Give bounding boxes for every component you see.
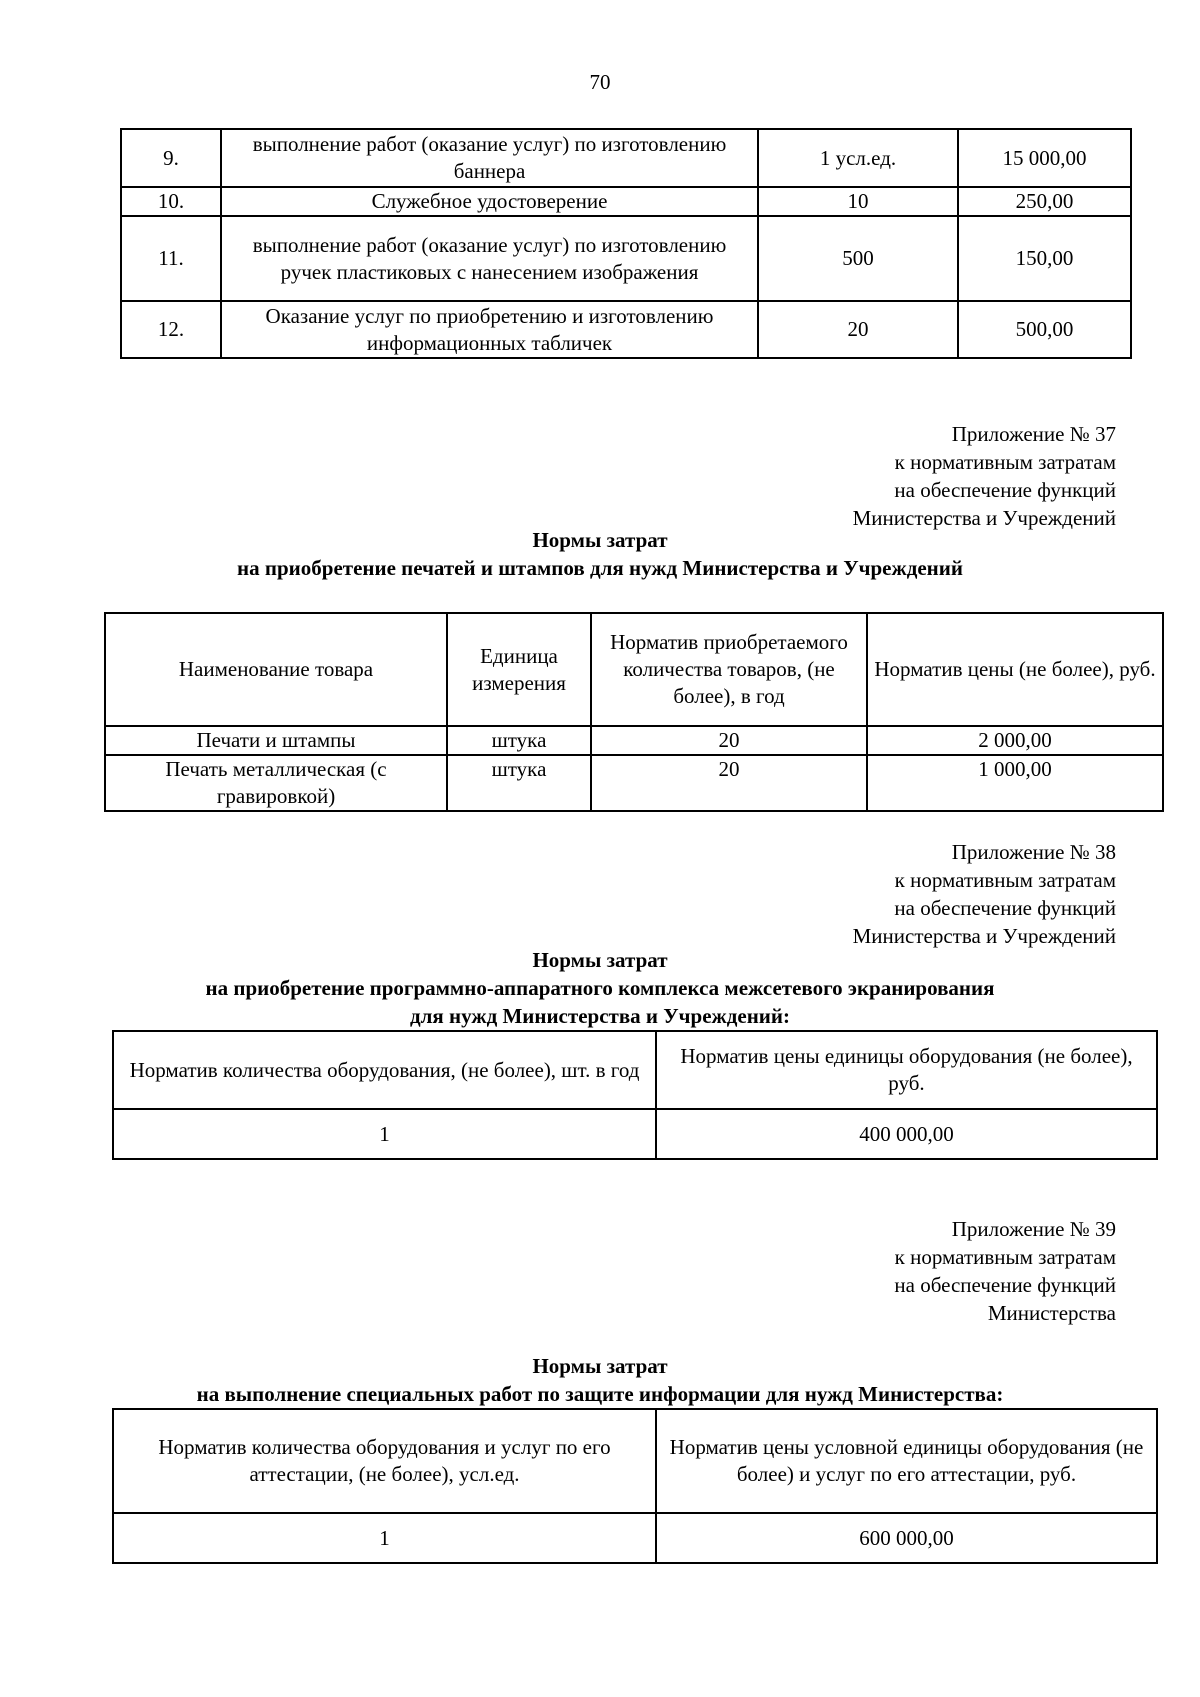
appendix-number: Приложение № 39	[951, 1217, 1116, 1241]
item-price: 500,00	[958, 301, 1131, 358]
column-header: Единица измерения	[447, 613, 591, 726]
appendix-number: Приложение № 38	[951, 840, 1116, 864]
appendix-subtitle: на обеспечение функций	[894, 478, 1116, 502]
appendix-subtitle: к нормативным затратам	[894, 450, 1116, 474]
row-number: 10.	[121, 187, 221, 216]
appendix-39-title	[0, 1352, 1200, 1408]
appendix-subtitle: Министерства	[987, 1301, 1116, 1325]
row-number: 11.	[121, 216, 221, 301]
title-line: Нормы затрат	[532, 528, 668, 552]
title-line: на приобретение программно-аппаратного комплекса межсетевого экранирования	[205, 976, 995, 1000]
item-price: 250,00	[958, 187, 1131, 216]
column-header: Норматив цены (не более), руб.	[867, 613, 1163, 726]
table-cell: 20	[591, 726, 867, 755]
item-quantity: 500	[758, 216, 958, 301]
table-cell: 400 000,00	[656, 1109, 1157, 1159]
table-row	[121, 301, 1131, 358]
appendix-38-header	[616, 838, 1116, 950]
appendix-subtitle: на обеспечение функций	[894, 896, 1116, 920]
row-number: 9.	[121, 129, 221, 187]
table-row	[113, 1109, 1157, 1159]
table-cell: 20	[591, 755, 867, 811]
title-line: на выполнение специальных работ по защите информации для нужд Министерства:	[196, 1382, 1004, 1406]
stamps-table	[104, 612, 1164, 812]
column-header: Норматив количества оборудования, (не более), шт. в год	[113, 1031, 656, 1109]
column-header: Наименование товара	[105, 613, 447, 726]
column-header: Норматив приобретаемого количества товаров, (не более), в год	[591, 613, 867, 726]
title-line: Нормы затрат	[532, 948, 668, 972]
table-row	[105, 726, 1163, 755]
firewall-table	[112, 1030, 1158, 1160]
item-price: 15 000,00	[958, 129, 1131, 187]
appendix-38-title	[0, 946, 1200, 1030]
title-line: Нормы затрат	[532, 1354, 668, 1378]
info-protection-table	[112, 1408, 1158, 1564]
table-row	[121, 129, 1131, 187]
item-name: выполнение работ (оказание услуг) по изготовлению ручек пластиковых с нанесением изображения	[221, 216, 758, 301]
table-cell: штука	[447, 755, 591, 811]
item-price: 150,00	[958, 216, 1131, 301]
appendix-37-header	[616, 420, 1116, 532]
table-header-row	[113, 1031, 1157, 1109]
title-line: на приобретение печатей и штампов для нужд Министерства и Учреждений	[237, 556, 963, 580]
continuation-table	[120, 128, 1132, 359]
row-number: 12.	[121, 301, 221, 358]
table-row	[105, 755, 1163, 811]
table-row	[113, 1513, 1157, 1563]
item-quantity: 20	[758, 301, 958, 358]
appendix-subtitle: Министерства и Учреждений	[852, 924, 1116, 948]
appendix-subtitle: к нормативным затратам	[894, 868, 1116, 892]
appendix-37-title	[0, 526, 1200, 582]
appendix-subtitle: к нормативным затратам	[894, 1245, 1116, 1269]
page-number: 70	[589, 70, 611, 94]
column-header: Норматив цены условной единицы оборудования (не более) и услуг по его аттестации, руб.	[656, 1409, 1157, 1513]
item-quantity: 1 усл.ед.	[758, 129, 958, 187]
table-cell: 600 000,00	[656, 1513, 1157, 1563]
table-header-row	[105, 613, 1163, 726]
item-name: Оказание услуг по приобретению и изготовлению информационных табличек	[221, 301, 758, 358]
appendix-number: Приложение № 37	[951, 422, 1116, 446]
table-row	[121, 216, 1131, 301]
table-cell: Печать металлическая (с гравировкой)	[105, 755, 447, 811]
appendix-subtitle: на обеспечение функций	[894, 1273, 1116, 1297]
appendix-subtitle: Министерства и Учреждений	[852, 506, 1116, 530]
column-header: Норматив цены единицы оборудования (не более), руб.	[656, 1031, 1157, 1109]
table-cell: Печати и штампы	[105, 726, 447, 755]
column-header: Норматив количества оборудования и услуг по его аттестации, (не более), усл.ед.	[113, 1409, 656, 1513]
appendix-39-header	[616, 1215, 1116, 1327]
table-header-row	[113, 1409, 1157, 1513]
table-row	[121, 187, 1131, 216]
item-name: Служебное удостоверение	[221, 187, 758, 216]
table-cell: 1 000,00	[867, 755, 1163, 811]
title-line: для нужд Министерства и Учреждений:	[410, 1004, 790, 1028]
item-quantity: 10	[758, 187, 958, 216]
item-name: выполнение работ (оказание услуг) по изготовлению баннера	[221, 129, 758, 187]
table-cell: 1	[113, 1513, 656, 1563]
table-cell: штука	[447, 726, 591, 755]
table-cell: 2 000,00	[867, 726, 1163, 755]
table-cell: 1	[113, 1109, 656, 1159]
